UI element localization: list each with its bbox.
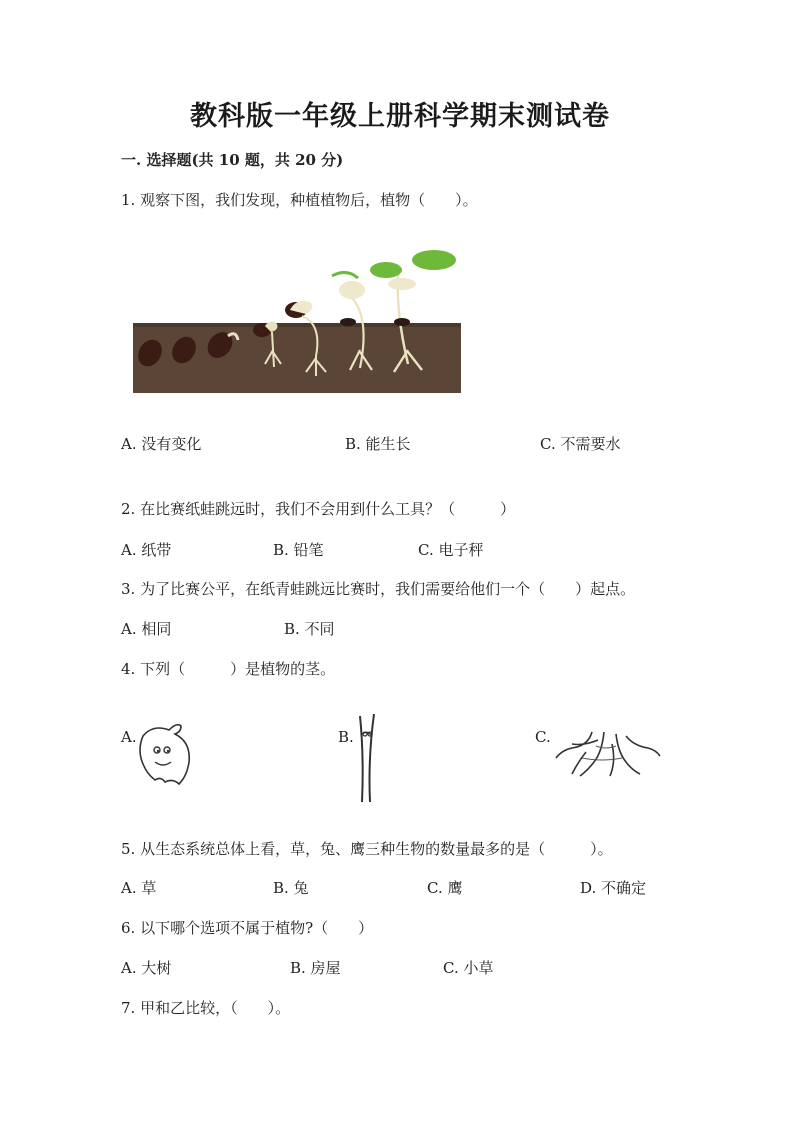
q3-option-a: A. 相同 [121, 620, 172, 638]
page-title: 教科版一年级上册科学期末测试卷 [190, 101, 610, 132]
q2-option-b: B. 铅笔 [273, 541, 324, 559]
q5-option-a: A. 草 [121, 879, 157, 897]
root-drawing-icon [552, 730, 662, 780]
q6-option-c: C. 小草 [443, 959, 494, 977]
q1-option-c: C. 不需要水 [540, 435, 621, 453]
q1-option-a: A. 没有变化 [121, 435, 202, 453]
question-2: 2. 在比赛纸蛙跳远时，我们不会用到什么工具？（ ） [121, 500, 516, 518]
q6-option-a: A. 大树 [121, 959, 172, 977]
q3-option-b: B. 不同 [284, 620, 335, 638]
q5-option-c: C. 鹰 [427, 879, 463, 897]
question-5: 5. 从生态系统总体上看，草，兔、鹰三种生物的数量最多的是（ ）。 [121, 840, 613, 858]
seed-growth-image [130, 240, 465, 400]
q6-option-b: B. 房屋 [290, 959, 341, 977]
q1-option-b: B. 能生长 [345, 435, 411, 453]
q5-option-b: B. 兔 [273, 879, 309, 897]
q5-option-d: D. 不确定 [580, 879, 647, 897]
section-heading: 一. 选择题(共 10 题，共 20 分) [121, 151, 344, 169]
leaf-drawing-icon [135, 722, 197, 790]
question-4: 4. 下列（ ）是植物的茎。 [121, 660, 336, 678]
q4-option-a: A. [121, 728, 137, 746]
q4-option-c: C. [535, 728, 551, 746]
question-3: 3. 为了比赛公平，在纸青蛙跳远比赛时，我们需要给他们一个（ ）起点。 [121, 580, 636, 598]
q2-option-a: A. 纸带 [121, 541, 172, 559]
question-7: 7. 甲和乙比较，（ ）。 [121, 999, 291, 1017]
question-1: 1. 观察下图，我们发现，种植植物后，植物（ ）。 [121, 191, 478, 209]
q4-option-b: B. [338, 728, 354, 746]
stem-drawing-icon [350, 712, 386, 806]
q2-option-c: C. 电子秤 [418, 541, 484, 559]
question-6: 6. 以下哪个选项不属于植物?（ ） [121, 919, 374, 937]
